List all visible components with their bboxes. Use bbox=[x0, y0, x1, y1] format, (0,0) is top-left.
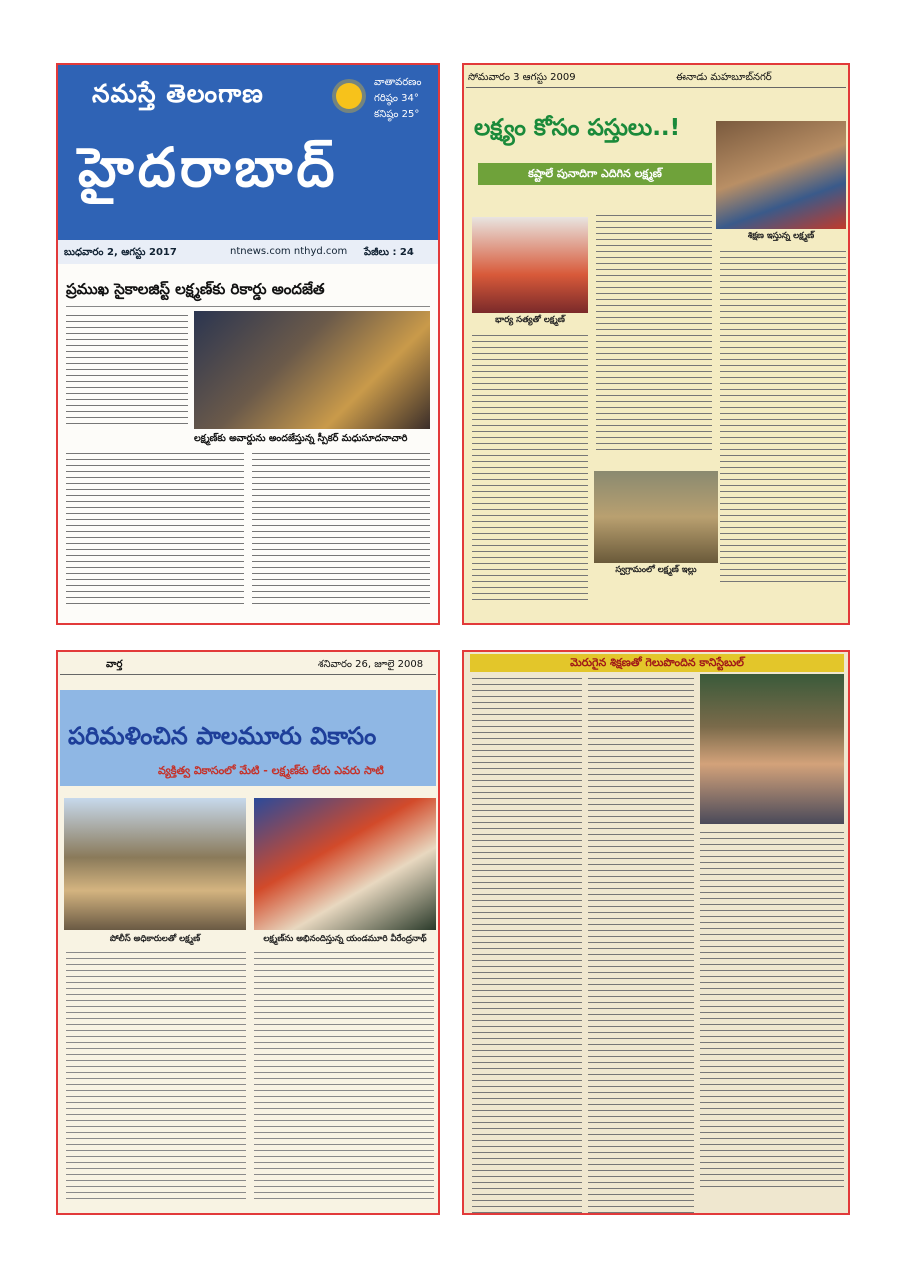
sun-icon bbox=[336, 83, 362, 109]
article-subhead: వ్యక్తిత్వ వికాసంలో మేటి - లక్ష్మణ్‌కు లేరు ఎవరు సాటి bbox=[158, 764, 384, 777]
weather-box bbox=[374, 75, 421, 123]
paper-brand: నమస్తే తెలంగాణ bbox=[92, 79, 264, 108]
article-text-column bbox=[66, 453, 244, 609]
photo-caption: శిక్షణ ఇస్తున్న లక్ష్మణ్ bbox=[747, 231, 815, 241]
weather-min: కనిష్ఠం 25° bbox=[374, 109, 420, 120]
clipping-namaste-telangana bbox=[56, 63, 440, 625]
dateline-pages: పేజీలు : 24 bbox=[364, 247, 414, 258]
weather-label: వాతావరణం bbox=[374, 77, 422, 88]
article-text-column bbox=[66, 952, 246, 1204]
article-subhead: కష్టాలే పునాదిగా ఎదిగిన లక్ష్మణ్ bbox=[478, 163, 712, 185]
photo-caption: స్వగ్రామంలో లక్ష్మణ్ ఇల్లు bbox=[615, 565, 697, 575]
dateline-bar bbox=[60, 656, 436, 675]
article-text-column bbox=[66, 315, 188, 429]
clipping-eenadu bbox=[462, 63, 850, 625]
article-text-column bbox=[472, 335, 588, 605]
article-text-column bbox=[588, 678, 694, 1215]
dateline-date: శనివారం 26, జూలై 2008 bbox=[318, 659, 424, 670]
dateline-bar bbox=[58, 240, 438, 264]
photo-caption: లక్ష్మణ్‌ను అభినందిస్తున్న యండమూరి వీరేంద్రనాథ్ bbox=[263, 934, 427, 944]
house-photo bbox=[594, 471, 718, 563]
article-text-column bbox=[472, 678, 582, 1215]
clipping-constable-story bbox=[462, 650, 850, 1215]
article-text-column bbox=[596, 215, 712, 455]
city-title: హైదరాబాద్ bbox=[78, 135, 339, 199]
training-photo bbox=[716, 121, 846, 229]
award-photo bbox=[194, 311, 430, 429]
clipping-vaartha bbox=[56, 650, 440, 1215]
felicitation-photo bbox=[254, 798, 436, 930]
paper-name: వార్త bbox=[106, 659, 123, 670]
dateline-date: బుధవారం 2, ఆగస్టు 2017 bbox=[64, 247, 177, 258]
couple-photo bbox=[472, 217, 588, 313]
dateline-site: ntnews.com nthyd.com bbox=[230, 246, 348, 257]
dateline-bar bbox=[466, 69, 846, 88]
weather-max: గరిష్ఠం 34° bbox=[374, 93, 419, 104]
portrait-photo bbox=[700, 674, 844, 824]
article-headline: ప్రముఖ సైకాలజిస్ట్ లక్ష్మణ్‌కు రికార్డు అందజేత bbox=[66, 280, 430, 307]
dateline-date: సోమవారం 3 ఆగస్టు 2009 bbox=[468, 72, 576, 83]
section-header: మెరుగైన శిక్షణతో గెలుపొందిన కానిస్టేబుల్ bbox=[470, 654, 844, 672]
article-text-column bbox=[720, 251, 846, 587]
photo-caption: పోలీస్ అధికారులతో లక్ష్మణ్ bbox=[109, 934, 201, 944]
article-headline: పరిమళించిన పాలమూరు వికాసం bbox=[68, 722, 377, 750]
article-text-column bbox=[252, 453, 430, 609]
article-text-column bbox=[254, 952, 434, 1204]
photo-caption: భార్య సత్యతో లక్ష్మణ్ bbox=[495, 315, 565, 325]
article-headline: లక్ష్యం కోసం పస్తులు..! bbox=[474, 115, 681, 141]
masthead bbox=[58, 65, 438, 260]
article-text-column bbox=[700, 832, 844, 1192]
photo-caption: లక్ష్మణ్‌కు అవార్డును అందజేస్తున్న స్పీకర్ మధుసూదనాచారి bbox=[194, 433, 408, 444]
paper-name: ఈనాడు మహబూబ్‌నగర్ bbox=[676, 72, 772, 83]
police-group-photo bbox=[64, 798, 246, 930]
